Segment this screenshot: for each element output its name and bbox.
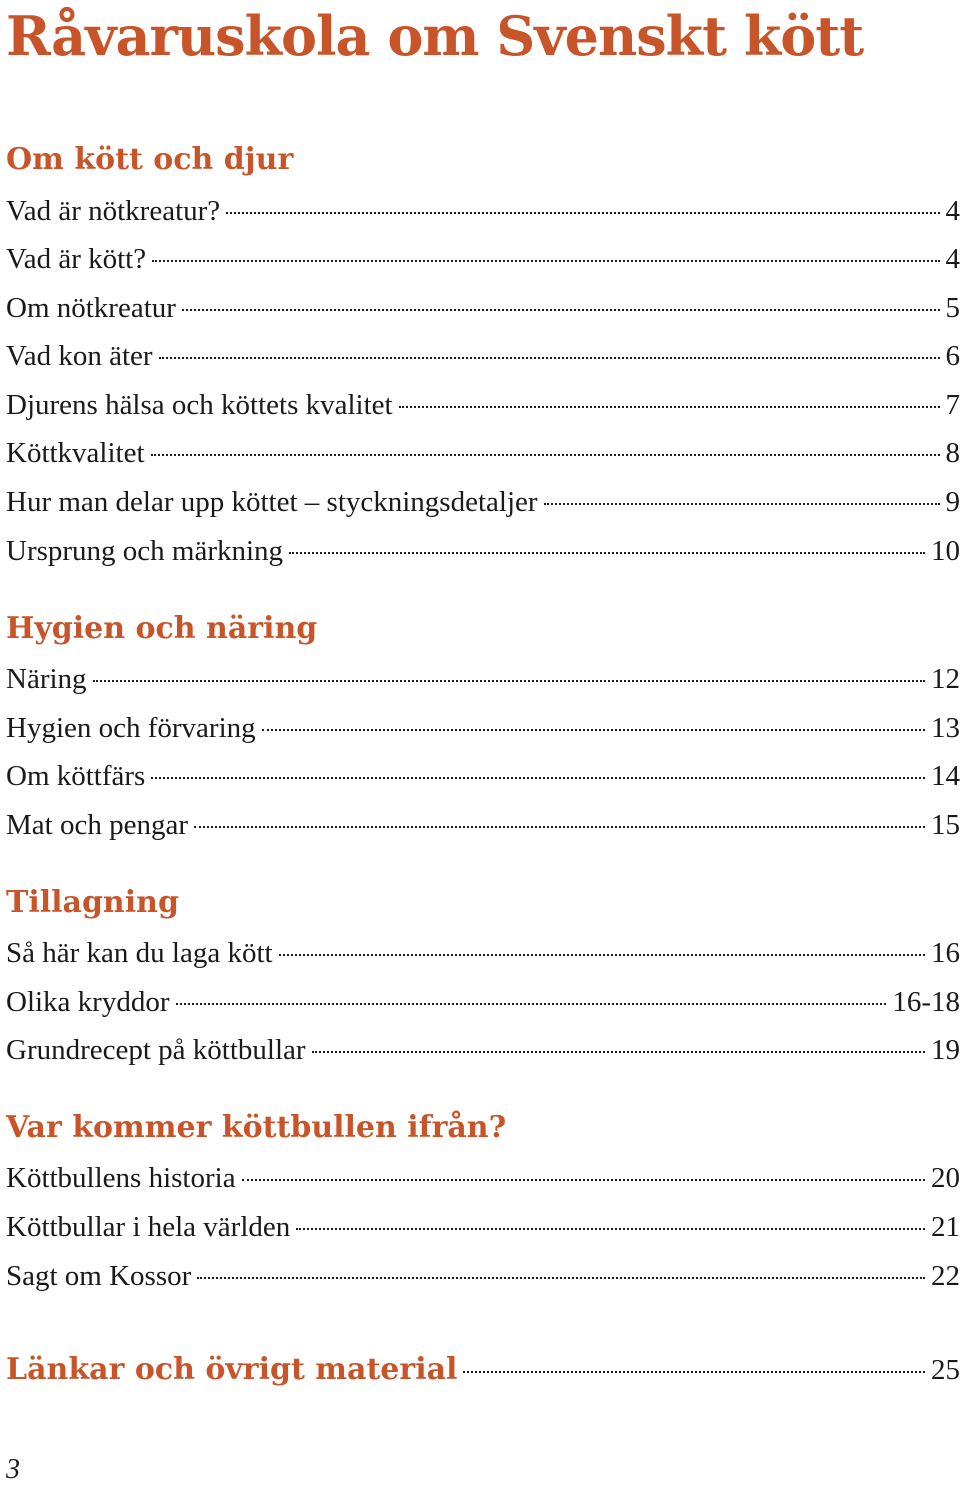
dot-leader [152, 260, 939, 262]
toc-entry[interactable] [6, 1258, 960, 1294]
toc-entry[interactable] [6, 1209, 960, 1245]
dot-leader [399, 406, 940, 408]
page-number: 3 [6, 1452, 20, 1488]
toc-entry-page: 14 [931, 758, 960, 794]
toc-entry-page: 12 [931, 661, 960, 697]
toc-entry-label: Länkar och övrigt material [6, 1352, 457, 1388]
toc-entry[interactable] [6, 984, 960, 1020]
toc-entry-page: 6 [946, 338, 960, 374]
toc-entry-label: Om nötkreatur [6, 290, 176, 326]
section-heading: Hygien och näring [6, 609, 317, 649]
dot-leader [262, 729, 925, 731]
toc-entry-page: 13 [931, 710, 960, 746]
toc-entry[interactable] [6, 758, 960, 794]
toc-entry-label: Djurens hälsa och köttets kvalitet [6, 387, 393, 423]
dot-leader [242, 1179, 925, 1181]
toc-entry-label: Vad kon äter [6, 338, 153, 374]
toc-entry[interactable] [6, 807, 960, 843]
dot-leader [151, 777, 925, 779]
toc-entry[interactable] [6, 193, 960, 229]
toc-entry-page: 16 [931, 935, 960, 971]
toc-entry[interactable] [6, 710, 960, 746]
page-title: Råvaruskola om Svenskt kött [6, 0, 863, 72]
dot-leader [544, 503, 940, 505]
toc-entry-label: Mat och pengar [6, 807, 188, 843]
toc-entry[interactable] [6, 387, 960, 423]
dot-leader [289, 552, 925, 554]
dot-leader [194, 826, 925, 828]
toc-entry-page: 8 [946, 435, 960, 471]
toc-entry-label: Köttkvalitet [6, 435, 145, 471]
dot-leader [151, 454, 940, 456]
toc-entry-label: Grundrecept på köttbullar [6, 1032, 306, 1068]
toc-entry-page: 4 [946, 193, 960, 229]
toc-entry-page: 25 [931, 1352, 960, 1388]
dot-leader [312, 1051, 925, 1053]
section-heading: Om kött och djur [6, 140, 293, 180]
section-heading: Tillagning [6, 883, 179, 923]
toc-entry-label: Köttbullens historia [6, 1160, 236, 1196]
toc-entry-page: 19 [931, 1032, 960, 1068]
toc-entry-label: Hygien och förvaring [6, 710, 256, 746]
toc-entry-page: 21 [931, 1209, 960, 1245]
toc-entry[interactable] [6, 241, 960, 277]
toc-entry-label: Sagt om Kossor [6, 1258, 191, 1294]
dot-leader [159, 357, 940, 359]
toc-entry[interactable] [6, 533, 960, 569]
dot-leader [176, 1003, 887, 1005]
toc-entry-label: Om köttfärs [6, 758, 145, 794]
toc-entry-label: Ursprung och märkning [6, 533, 283, 569]
toc-entry-label: Näring [6, 661, 87, 697]
toc-entry-page: 16-18 [892, 984, 960, 1020]
toc-entry[interactable] [6, 435, 960, 471]
toc-entry-page: 10 [931, 533, 960, 569]
toc-entry-page: 5 [946, 290, 960, 326]
toc-entry-label: Köttbullar i hela världen [6, 1209, 290, 1245]
dot-leader [197, 1277, 925, 1279]
toc-entry[interactable] [6, 1160, 960, 1196]
toc-entry-label: Hur man delar upp köttet – styckningsdetaljer [6, 484, 538, 520]
dot-leader [226, 212, 939, 214]
dot-leader [93, 680, 925, 682]
dot-leader [463, 1371, 925, 1373]
dot-leader [296, 1228, 925, 1230]
section-heading: Var kommer köttbullen ifrån? [6, 1108, 506, 1148]
toc-entry-page: 15 [931, 807, 960, 843]
toc-entry-label: Så här kan du laga kött [6, 935, 273, 971]
toc-entry-links[interactable] [6, 1352, 960, 1388]
dot-leader [182, 309, 940, 311]
toc-entry-label: Vad är nötkreatur? [6, 193, 220, 229]
toc-entry[interactable] [6, 290, 960, 326]
toc-entry-page: 9 [946, 484, 960, 520]
toc-entry-page: 7 [946, 387, 960, 423]
toc-entry[interactable] [6, 935, 960, 971]
toc-entry[interactable] [6, 1032, 960, 1068]
toc-entry[interactable] [6, 661, 960, 697]
toc-entry-page: 4 [946, 241, 960, 277]
toc-entry-page: 20 [931, 1160, 960, 1196]
toc-entry[interactable] [6, 338, 960, 374]
dot-leader [279, 954, 925, 956]
toc-entry-page: 22 [931, 1258, 960, 1294]
toc-entry[interactable] [6, 484, 960, 520]
toc-entry-label: Olika kryddor [6, 984, 170, 1020]
toc-entry-label: Vad är kött? [6, 241, 146, 277]
